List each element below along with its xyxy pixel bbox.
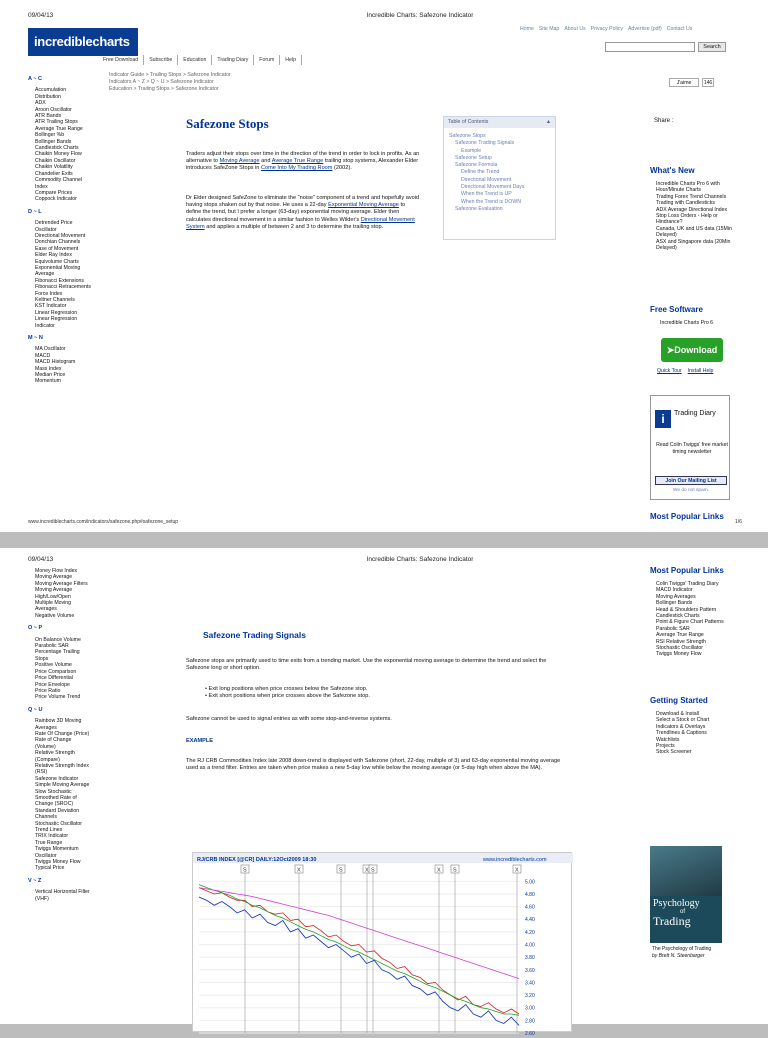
directional-movement-link[interactable]: Directional Movement System (186, 216, 415, 230)
y-tick-label: 4.40 (525, 917, 535, 924)
y-tick-label: 3.40 (525, 980, 535, 987)
series-line (199, 885, 519, 1016)
y-tick-label: 4.20 (525, 929, 535, 936)
toc-item[interactable]: Directional Movement Days (461, 184, 525, 191)
sidebar-item[interactable]: Coppock Indicator (35, 196, 77, 203)
toc-item[interactable]: Safezone Stops (449, 133, 486, 139)
sidebar-item[interactable]: Donchian Channels (35, 239, 81, 246)
section-title-trading-signals: Safezone Trading Signals (203, 630, 306, 640)
sidebar-item[interactable]: Ease of Movement (35, 245, 79, 252)
search-input[interactable] (605, 42, 695, 52)
sidebar-item[interactable]: Median Price (35, 372, 66, 379)
sidebar-item[interactable]: Linear Regression Indicator (35, 316, 78, 329)
popular-link[interactable]: Head & Shoulders Pattern (656, 606, 717, 613)
series-line (199, 897, 519, 1025)
book-cover-word2: of (680, 909, 686, 915)
popular-link[interactable]: Colin Twiggs' Trading Diary (656, 581, 719, 587)
download-arrow-icon: ➤ (666, 345, 675, 355)
print-date: 09/04/13 (28, 12, 54, 19)
y-tick-label: 3.00 (525, 1005, 535, 1012)
sidebar-item[interactable]: Moving Average Filters (35, 580, 88, 587)
sidebar-item[interactable]: Standard Deviation Channels (35, 807, 80, 821)
sidebar-item[interactable]: Safezone Indicator (35, 775, 79, 782)
toc-item[interactable]: When the Trend is UP (461, 191, 512, 198)
top-nav-link[interactable]: About Us (564, 26, 586, 32)
no-spam-note: We do not spam. (672, 488, 710, 493)
menu-item[interactable]: Trading Diary (212, 55, 254, 65)
getting-started-panel (650, 696, 745, 756)
sidebar-item[interactable]: Money Flow Index (35, 568, 78, 574)
toc-item[interactable]: Safezone Formula (455, 162, 498, 169)
chart-title: RJ/CRB INDEX [@CR] DAILY:12Oct2009 18:30 (197, 857, 317, 863)
popular-link[interactable]: Moving Averages (656, 593, 696, 600)
breadcrumbs (109, 72, 231, 93)
pdf-page-2 (0, 548, 768, 1037)
print-url: www.incrediblecharts.com/indicators/safezone.php#safezone_setup (28, 519, 179, 525)
info-icon: i (655, 410, 671, 428)
popular-links-heading: Most Popular Links (650, 566, 724, 575)
sidebar-item[interactable]: TRIX Indicator (35, 833, 69, 840)
sidebar-section-heading: Q ~ U (28, 706, 43, 713)
psychology-of-trading-book-cover[interactable] (650, 846, 722, 943)
toc-item[interactable]: Safezone Trading Signals (455, 140, 515, 147)
sidebar-item[interactable]: Compare Prices (35, 189, 73, 196)
sidebar-item[interactable]: Trend Lines (35, 827, 63, 834)
print-title: Incredible Charts: Safezone Indicator (366, 12, 474, 19)
download-button[interactable]: ➤Download (661, 338, 723, 362)
y-tick-label: 5.00 (525, 879, 535, 886)
sidebar-item[interactable]: Rate of Change (Volume) (35, 737, 72, 750)
popular-links-panel (650, 566, 745, 658)
sidebar-item[interactable]: True Range (35, 839, 63, 846)
getting-started-link[interactable]: Stock Screener (656, 749, 692, 756)
whats-new-item[interactable]: Trading with Candlesticks (656, 200, 715, 207)
getting-started-link[interactable]: Trendlines & Captions (656, 730, 707, 737)
toc-item[interactable]: Define the Trend (461, 169, 500, 176)
average-true-range-link[interactable]: Average True Range (271, 158, 324, 165)
signal-label: X (297, 867, 301, 874)
top-nav-link[interactable]: Contact Us (666, 26, 693, 32)
join-mailing-list-button[interactable]: Join Our Mailing List (655, 476, 727, 485)
table-of-contents (443, 116, 556, 240)
top-nav-link[interactable]: Site Map (538, 26, 560, 32)
free-software-panel (650, 305, 745, 326)
sidebar-section-heading: A ~ C (28, 76, 43, 82)
top-nav-link[interactable]: Home (520, 26, 534, 32)
signal-label: X (365, 867, 369, 874)
menu-item[interactable]: Subscribe (144, 55, 178, 65)
print-page-number: 1/6 (735, 519, 742, 525)
trading-diary-title: Trading Diary (674, 410, 716, 417)
whats-new-item[interactable]: Incredible Charts Pro 6 with Hour/Minute Charts (656, 181, 720, 194)
sidebar-item[interactable]: Rainbow 3D Moving Averages (35, 718, 82, 731)
sidebar-item[interactable]: Parabolic SAR (35, 643, 69, 650)
sidebar-item[interactable]: MACD Histogram (35, 359, 76, 366)
sidebar-item[interactable]: Chaikin Money Flow (35, 151, 82, 158)
getting-started-link[interactable]: Indicators & Overlays (656, 723, 706, 730)
sidebar-item[interactable]: Price Differential (35, 675, 73, 682)
toc-title: Table of Contents (448, 119, 489, 125)
sidebar-item[interactable]: Simple Moving Average (35, 782, 90, 789)
sidebar-item[interactable]: Smoothed Rate of Change (SROC) (35, 795, 77, 808)
series-line (199, 888, 519, 979)
sidebar-item[interactable]: ATR Bands (35, 113, 62, 120)
chart-source: www.incrediblecharts.com (483, 857, 547, 863)
sidebar-item[interactable]: KST Indicator (35, 303, 67, 310)
safezone-chart (192, 852, 572, 1037)
sidebar-item[interactable]: Detrended Price Oscillator (35, 220, 73, 233)
sidebar-section-heading: V ~ Z (28, 877, 42, 884)
popular-links-heading-cut: Most Popular Links (650, 512, 724, 521)
sidebar-section-heading: D ~ L (28, 208, 42, 215)
sidebar-item[interactable]: Price Envelope (35, 681, 70, 688)
whats-new-item[interactable]: Stop Loss Orders - Help or Hindrance? (656, 213, 718, 226)
sidebar-item[interactable]: Keltner Channels (35, 297, 75, 303)
trading-diary-box (650, 395, 730, 500)
toc-item[interactable]: Safezone Setup (455, 154, 492, 161)
menu-item[interactable]: Forum (254, 55, 280, 65)
page-title: Safezone Stops (186, 116, 269, 131)
sidebar-item[interactable]: Linear Regression (35, 309, 78, 316)
top-nav-link[interactable]: Privacy Policy (590, 26, 623, 32)
signal-label: S (243, 867, 247, 874)
popular-link[interactable]: Parabolic SAR (656, 625, 690, 632)
sidebar-item[interactable]: Twiggs Momentum Oscillator (35, 846, 79, 859)
sidebar-item[interactable]: Relative Strength Index (RSI) (35, 762, 89, 776)
y-tick-label: 4.60 (525, 904, 535, 911)
getting-started-link[interactable]: Projects (656, 743, 675, 750)
sidebar-item[interactable]: Chaikin Oscillator (35, 157, 76, 164)
sidebar-item[interactable]: Typical Price (35, 865, 65, 872)
print-date-2: 09/04/13 (28, 556, 54, 563)
example-paragraph: The RJ CRB Commodities Index late 2008 down-trend is displayed with Safezone (short, 22-day, multiple of 3) and 63-day exponential moving average used as a trend filter. Entries are taken when price makes a new 5-day low while below the moving average (or 5-day high when above the MA). (186, 758, 561, 772)
menu-item[interactable]: Education (178, 55, 212, 65)
list-item: • Exit long positions when price crosses below the Safezone stop. (205, 686, 368, 692)
sidebar-item[interactable]: Moving Average (35, 574, 73, 581)
signal-label: X (515, 867, 519, 874)
sidebar-section-heading: O ~ P (28, 625, 43, 632)
sidebar-item[interactable]: Relative Strength (Compare) (35, 750, 75, 763)
sidebar-item[interactable]: Average True Range (35, 125, 83, 132)
sidebar-item[interactable]: MA Oscillator (35, 346, 66, 353)
y-tick-label: 4.80 (525, 891, 535, 898)
main-menu (98, 55, 302, 65)
book-caption: The Psychology of Trading by Brett N. Steenbarger (652, 946, 712, 959)
sidebar-item[interactable]: Fibonacci Extensions (35, 277, 85, 284)
indicator-sidebar-continued (28, 568, 93, 902)
sidebar-item[interactable]: Equivolume Charts (35, 258, 79, 265)
entries-note: Safezone cannot be used to signal entries as with some stop-and-reverse systems. (186, 716, 392, 722)
toc-item[interactable]: Directional Movement (461, 176, 512, 183)
menu-item[interactable]: Free Download (98, 55, 144, 65)
collapse-toc-icon[interactable]: ▲ (545, 119, 551, 125)
sidebar-item[interactable]: Bollinger Bands (35, 138, 72, 145)
sidebar-item[interactable]: Price Comparison (35, 668, 77, 675)
noise-paragraph: Dr Elder designed SafeZone to eliminate the "noise" component of a trend and hopefully avoid having stops shaken out by that noise. He uses a 22-day Exponential Moving Average to define the trend, but I prefer a longer (63-day) exponential moving average. Elder then calculates directional movement in a similar fashion to Welles Wilder's Directional Movement System and applies a multiple of between 2 and 3 to determine the trailing stop. (186, 195, 420, 230)
sidebar-item[interactable]: Chandelier Exits (35, 170, 73, 177)
signals-list (205, 686, 545, 700)
sidebar-item[interactable]: Twiggs Money Flow (35, 859, 81, 866)
share-label: Share : (654, 118, 674, 124)
popular-link[interactable]: Candlestick Charts (656, 613, 700, 620)
free-software-heading: Free Software (650, 305, 703, 314)
sidebar-item[interactable]: On Balance Volume (35, 636, 81, 643)
signal-label: S (453, 867, 457, 874)
popular-link[interactable]: RSI Relative Strength (656, 638, 706, 645)
sidebar-item[interactable]: Exponential Moving Average (35, 264, 81, 278)
popular-link[interactable]: Point & Figure Chart Patterns (656, 619, 724, 626)
software-name: Incredible Charts Pro 6 (660, 320, 714, 326)
intro-paragraph: Traders adjust their stops over time in the direction of the trend in order to lock in profits. As an alternative to Moving Average and Average True Range trailing stop systems, Alexander Elder introduces SafeZone Stops in Come Into My Trading Room (2002). (186, 151, 420, 172)
sidebar-item[interactable]: Price Volume Trend (35, 694, 81, 701)
sidebar-item[interactable]: Directional Movement (35, 232, 86, 239)
list-item: • Exit short positions when price crosses above the Safezone stop. (205, 693, 370, 700)
print-title-2: Incredible Charts: Safezone Indicator (366, 556, 474, 563)
sidebar-item[interactable]: ATR Trailing Stops (35, 119, 78, 126)
sidebar-item[interactable]: Multiple Moving Averages (35, 600, 72, 613)
quick-tour-link[interactable]: Quick Tour (657, 368, 682, 374)
top-nav-link[interactable]: Advertise (pdf) (627, 26, 662, 32)
signal-label: S (339, 867, 343, 874)
sidebar-item[interactable]: Force Index (35, 290, 63, 297)
sidebar-item[interactable]: Negative Volume (35, 612, 75, 619)
signals-paragraph: Safezone stops are primarily used to time exits from a trending market. Use the exponential moving average to determine the trend and select the Safezone long or short option. (186, 658, 547, 672)
y-tick-label: 4.00 (525, 942, 535, 949)
y-tick-label: 3.20 (525, 993, 535, 1000)
example-heading: EXAMPLE (186, 738, 214, 744)
getting-started-heading: Getting Started (650, 696, 708, 705)
sidebar-item[interactable]: Percentage Trailing Stops (35, 649, 80, 662)
whats-new-item[interactable]: ADX Average Directional Index (656, 206, 728, 213)
like-button[interactable]: J'aime (669, 78, 699, 87)
sidebar-item[interactable]: Accumulation Distribution (35, 87, 67, 100)
getting-started-link[interactable]: Watchlists (656, 736, 680, 743)
chart-svg (193, 853, 573, 1037)
ema-link[interactable]: Exponential Moving Average (328, 202, 399, 209)
toc-item[interactable]: Example (461, 147, 482, 154)
whats-new-item[interactable]: Trading Forex Trend Channels (656, 193, 727, 200)
signal-label: X (437, 867, 441, 874)
whats-new-item[interactable]: Canada, UK and US data (15Min Delayed) (656, 225, 732, 239)
y-tick-label: 2.60 (525, 1031, 535, 1037)
breadcrumb[interactable]: Indicator Guide > Trailing Stops > Safezone Indicator (109, 72, 231, 78)
toc-item[interactable]: When the Trend is DOWN (461, 198, 521, 205)
sidebar-item[interactable]: ADX (35, 100, 46, 107)
newsletter-text: Read Colin Twiggs' free market timing newsletter (656, 442, 728, 455)
y-tick-label: 3.60 (525, 967, 535, 974)
getting-started-link[interactable]: Select a Stock or Chart (656, 717, 710, 724)
book-cover-word: Psychology (653, 898, 700, 909)
sidebar-item[interactable]: Bollinger %b (35, 132, 65, 139)
top-nav (520, 26, 692, 32)
popular-link[interactable]: Stochastic Oscillator (656, 645, 703, 652)
sidebar-item[interactable]: Slow Stochastic (35, 788, 72, 795)
incrediblecharts-logo[interactable]: incrediblecharts (28, 28, 138, 56)
breadcrumb[interactable]: Education > Trailing Stops > Safezone Indicator (109, 86, 219, 92)
menu-item[interactable]: Help (280, 55, 302, 65)
toc-item[interactable]: Safezone Evaluation (455, 205, 503, 212)
indicator-sidebar (28, 70, 93, 385)
sidebar-item[interactable]: Price Ratio (35, 687, 61, 694)
getting-started-link[interactable]: Download & Install (656, 711, 699, 717)
sidebar-item[interactable]: Fibonacci Retracements (35, 284, 91, 291)
book-cover-word3: Trading (653, 914, 691, 928)
popular-link[interactable]: Average True Range (656, 632, 704, 639)
signal-label: S (371, 867, 375, 874)
search-button[interactable]: Search (698, 42, 726, 52)
whats-new-panel (650, 166, 745, 251)
sidebar-item[interactable]: Vertical Horizontal Filter (VHF) (35, 889, 90, 902)
sidebar-item[interactable]: Momentum (35, 378, 61, 385)
sidebar-item[interactable]: Elder Ray Index (35, 252, 72, 259)
whats-new-heading: What's New (650, 166, 695, 175)
y-tick-label: 3.80 (525, 955, 535, 962)
sidebar-item[interactable]: Commodity Channel Index (35, 177, 82, 190)
popular-link[interactable]: Bollinger Bands (656, 600, 693, 607)
sidebar-item[interactable]: MACD (35, 352, 51, 359)
moving-average-link[interactable]: Moving Average (219, 158, 260, 165)
breadcrumb[interactable]: Indicators A ~ Z > Q ~ U > Safezone Indicator (109, 79, 214, 85)
sidebar-item[interactable]: Mass Index (35, 365, 62, 372)
whats-new-item[interactable]: ASX and Singapore data (20Min Delayed) (656, 238, 731, 252)
sidebar-item[interactable]: Candlestick Charts (35, 145, 79, 152)
sidebar-item[interactable]: Chaikin Volatility (35, 164, 73, 171)
popular-link[interactable]: MACD Indicator (656, 587, 693, 594)
sidebar-item[interactable]: Stochastic Oscillator (35, 820, 82, 827)
like-count: 146 (703, 80, 713, 86)
sidebar-item[interactable]: Positive Volume (35, 662, 72, 669)
sidebar-item[interactable]: Moving Average High/Low/Open (35, 587, 73, 600)
come-into-my-trading-room-link[interactable]: Come Into My Trading Room (260, 165, 333, 172)
install-help-link[interactable]: Install Help (687, 368, 714, 374)
popular-link[interactable]: Twiggs Money Flow (656, 651, 702, 658)
sidebar-section-heading: M ~ N (28, 335, 43, 342)
sidebar-item[interactable]: Aroon Oscillator (35, 106, 72, 113)
y-tick-label: 2.80 (525, 1018, 535, 1025)
sidebar-item[interactable]: Rate Of Change (Price) (35, 730, 90, 737)
